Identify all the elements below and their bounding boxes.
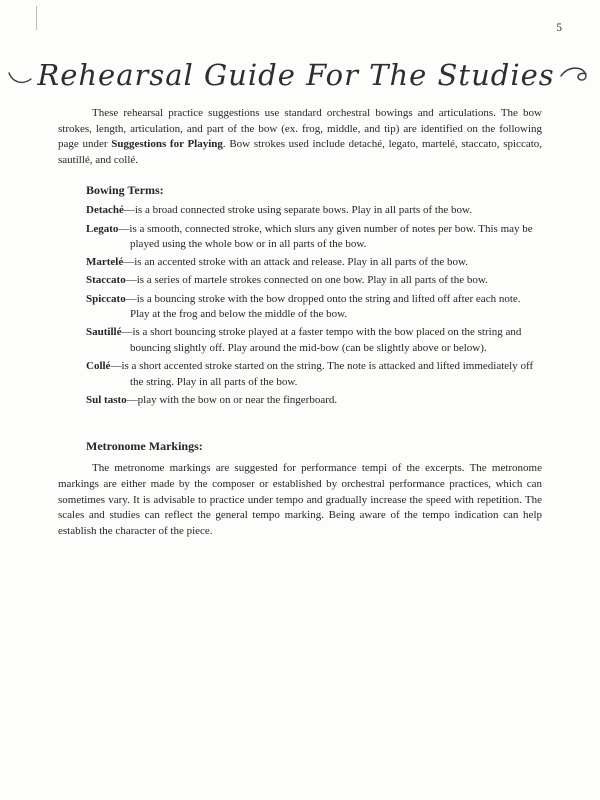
term-item xyxy=(86,203,542,219)
page-content xyxy=(0,106,600,539)
page-edge-mark xyxy=(36,6,37,30)
bowing-terms-list xyxy=(86,203,542,408)
term-item xyxy=(86,325,542,356)
term-definition: —is an accented stroke with an attack and release. Play in all parts of the bow. xyxy=(123,256,468,269)
term-name: Martelé xyxy=(86,256,124,269)
term-definition: —is a short bouncing stroke played at a faster tempo with the bow placed on the string and bouncing slightly off. Play around the mid-bow (can be slightly above or below). xyxy=(121,326,522,354)
intro-text-after: . Bow strokes used include detaché, legato, martelé, staccato, spiccato, sautillé, and collé. xyxy=(58,138,543,166)
term-item xyxy=(86,359,542,390)
term-name: Sautillé xyxy=(86,326,122,339)
page-title: Rehearsal Guide For The Studies xyxy=(37,58,555,92)
title-right-flourish-icon xyxy=(559,63,593,87)
term-definition: —is a short accented stroke started on the string. The note is attacked and lifted immediately off the string. Play in all parts of the bow. xyxy=(110,359,534,388)
term-name: Spiccato xyxy=(86,292,126,305)
term-name: Staccato xyxy=(86,274,126,287)
term-definition: —is a broad connected stroke using separate bows. Play in all parts of the bow. xyxy=(123,204,473,217)
intro-text-before: These rehearsal practice suggestions use standard orchestral bowings and articulations. The bow strokes, length, articulation, and part of the bow (ex. frog, middle, and tip) are identified on the following page under xyxy=(58,107,542,151)
metronome-markings-heading: Metronome Markings: xyxy=(86,439,203,454)
title-row xyxy=(0,58,600,92)
term-name: Sul tasto xyxy=(86,393,127,406)
term-item xyxy=(86,222,542,253)
intro-paragraph xyxy=(58,106,542,168)
term-name: Collé xyxy=(86,359,111,372)
term-item xyxy=(86,393,542,409)
term-definition: —is a smooth, connected stroke, which slurs any given number of notes per bow. This may be played using the whole bow or in all parts of the bow. xyxy=(118,222,533,251)
term-item xyxy=(86,292,542,323)
term-definition: —play with the bow on or near the fingerboard. xyxy=(126,393,338,406)
metronome-paragraph: The metronome markings are suggested for performance tempi of the excerpts. The metronome markings are either made by the composer or established by orchestral performance practices, which can sometimes vary. It is advisable to practice under tempo and gradually increase the speed with repetition. The scales and studies can reflect the general tempo marking. Being aware of the tempo indication can help establish the character of the piece. xyxy=(58,462,542,537)
page-number: 5 xyxy=(556,22,562,34)
term-name: Detaché xyxy=(86,204,124,217)
term-item xyxy=(86,273,542,289)
term-definition: —is a series of martele strokes connected on one bow. Play in all parts of the bow. xyxy=(125,274,488,287)
term-item xyxy=(86,255,542,271)
term-definition: —is a bouncing stroke with the bow dropped onto the string and lifted off after each note. Play at the frog and below the middle of the bow. xyxy=(125,292,521,321)
term-name: Legato xyxy=(86,222,119,235)
bowing-terms-heading: Bowing Terms: xyxy=(86,183,164,198)
intro-bold-phrase: Suggestions for Playing xyxy=(111,138,223,151)
title-left-flourish-icon xyxy=(7,63,33,87)
